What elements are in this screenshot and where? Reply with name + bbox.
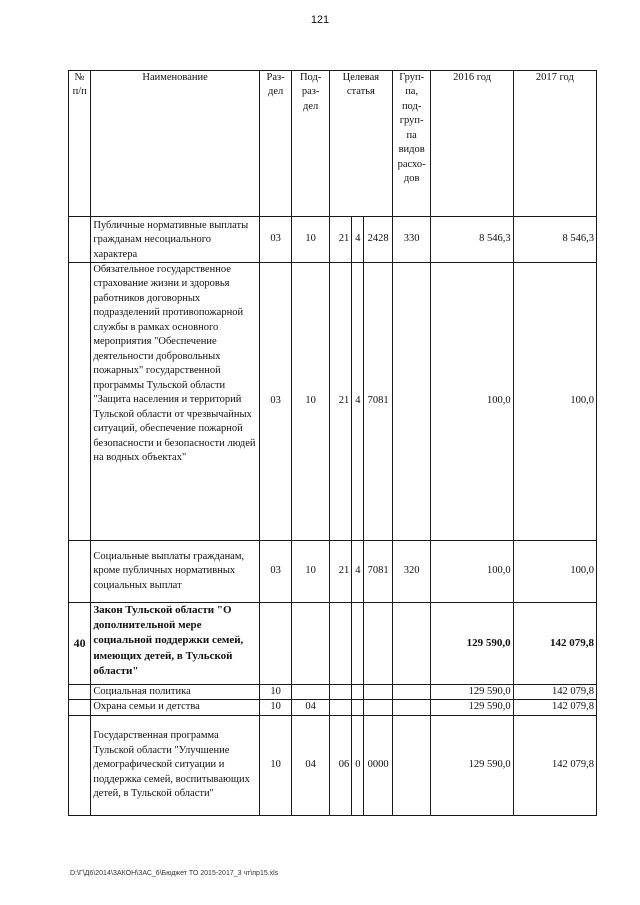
- target-program-cell: [329, 700, 351, 715]
- amount-2016-cell: 129 590,0: [431, 685, 513, 700]
- section-cell: [259, 603, 291, 685]
- expense-group-cell: [392, 685, 431, 700]
- target-direction-cell: [364, 685, 392, 700]
- table-row: [69, 263, 597, 541]
- target-direction-cell: [364, 603, 392, 685]
- target-program-cell: [329, 685, 351, 700]
- target-program-cell: 06: [329, 715, 351, 815]
- table-row: [69, 603, 597, 685]
- row-number-cell: [69, 700, 91, 715]
- subsection-cell: [292, 603, 330, 685]
- budget-table: [68, 70, 597, 816]
- header-row: [69, 71, 597, 217]
- amount-2017-cell: 142 079,8: [513, 715, 596, 815]
- row-name-cell: Обязательное государственное страхование жизни и здоровья работников договорных подразделений противопожарной службы в рамках основного мероприятия "Обеспечение деятельности добровольных пожарных" государственной программы Тульской области "Защита населения и территорий Тульской области от чрезвычайных ситуаций, обеспечение пожарной безопасности и безопасности людей на водных объектах": [91, 263, 260, 541]
- row-name-cell: Социальная политика: [91, 685, 260, 700]
- target-program-cell: [329, 603, 351, 685]
- table-row: [69, 217, 597, 263]
- col-header-2016: 2016 год: [431, 71, 513, 217]
- row-number-cell: 40: [69, 603, 91, 685]
- row-number-cell: [69, 217, 91, 263]
- target-direction-cell: 7081: [364, 263, 392, 541]
- col-header-target: Целевая статья: [329, 71, 392, 217]
- section-cell: 03: [259, 541, 291, 603]
- subsection-cell: 04: [292, 715, 330, 815]
- row-name-cell: Социальные выплаты гражданам, кроме публичных нормативных социальных выплат: [91, 541, 260, 603]
- col-header-subsection: Под- раз- дел: [292, 71, 330, 217]
- amount-2016-cell: 100,0: [431, 263, 513, 541]
- amount-2016-cell: 8 546,3: [431, 217, 513, 263]
- section-cell: 03: [259, 263, 291, 541]
- row-number-cell: [69, 541, 91, 603]
- row-number-cell: [69, 685, 91, 700]
- row-name-cell: Государственная программа Тульской области "Улучшение демографической ситуации и поддержка семей, воспитывающих детей, в Тульской области": [91, 715, 260, 815]
- subsection-cell: [292, 685, 330, 700]
- expense-group-cell: 330: [392, 217, 431, 263]
- table-row: [69, 700, 597, 715]
- amount-2016-cell: 100,0: [431, 541, 513, 603]
- row-name-cell: Охрана семьи и детства: [91, 700, 260, 715]
- target-subprogram-cell: 4: [352, 541, 364, 603]
- table-row: [69, 715, 597, 815]
- amount-2017-cell: 142 079,8: [513, 603, 596, 685]
- target-direction-cell: 0000: [364, 715, 392, 815]
- col-header-2017: 2017 год: [513, 71, 596, 217]
- section-cell: 10: [259, 715, 291, 815]
- amount-2017-cell: 142 079,8: [513, 685, 596, 700]
- target-subprogram-cell: 4: [352, 217, 364, 263]
- table-row: [69, 685, 597, 700]
- amount-2017-cell: 100,0: [513, 263, 596, 541]
- target-subprogram-cell: [352, 700, 364, 715]
- subsection-cell: 04: [292, 700, 330, 715]
- table-row: [69, 541, 597, 603]
- expense-group-cell: [392, 700, 431, 715]
- subsection-cell: 10: [292, 541, 330, 603]
- col-header-section: Раз- дел: [259, 71, 291, 217]
- col-header-num: № п/п: [69, 71, 91, 217]
- amount-2016-cell: 129 590,0: [431, 715, 513, 815]
- subsection-cell: 10: [292, 217, 330, 263]
- target-subprogram-cell: 0: [352, 715, 364, 815]
- row-name-cell: Публичные нормативные выплаты гражданам несоциального характера: [91, 217, 260, 263]
- amount-2017-cell: 8 546,3: [513, 217, 596, 263]
- target-subprogram-cell: 4: [352, 263, 364, 541]
- col-header-name: Наименование: [91, 71, 260, 217]
- footer-file-path: D:\Г\Д6\2014\ЗАКОН\ЗАС_6\Бюджет ТО 2015-2017_3 чт\пр15.xls: [70, 870, 279, 877]
- amount-2016-cell: 129 590,0: [431, 603, 513, 685]
- section-cell: 10: [259, 685, 291, 700]
- row-name-cell: Закон Тульской области "О дополнительной мере социальной поддержки семей, имеющих детей, в Тульской области": [91, 603, 260, 685]
- amount-2017-cell: 142 079,8: [513, 700, 596, 715]
- section-cell: 03: [259, 217, 291, 263]
- target-direction-cell: [364, 700, 392, 715]
- expense-group-cell: [392, 263, 431, 541]
- expense-group-cell: [392, 603, 431, 685]
- target-program-cell: 21: [329, 263, 351, 541]
- target-subprogram-cell: [352, 603, 364, 685]
- target-direction-cell: 7081: [364, 541, 392, 603]
- amount-2017-cell: 100,0: [513, 541, 596, 603]
- subsection-cell: 10: [292, 263, 330, 541]
- amount-2016-cell: 129 590,0: [431, 700, 513, 715]
- target-subprogram-cell: [352, 685, 364, 700]
- table-body: [69, 217, 597, 816]
- target-direction-cell: 2428: [364, 217, 392, 263]
- page-number: 121: [310, 14, 330, 26]
- col-header-group: Груп- па, под- груп- па видов расхо- дов: [392, 71, 431, 217]
- row-number-cell: [69, 715, 91, 815]
- expense-group-cell: [392, 715, 431, 815]
- section-cell: 10: [259, 700, 291, 715]
- row-number-cell: [69, 263, 91, 541]
- target-program-cell: 21: [329, 217, 351, 263]
- target-program-cell: 21: [329, 541, 351, 603]
- expense-group-cell: 320: [392, 541, 431, 603]
